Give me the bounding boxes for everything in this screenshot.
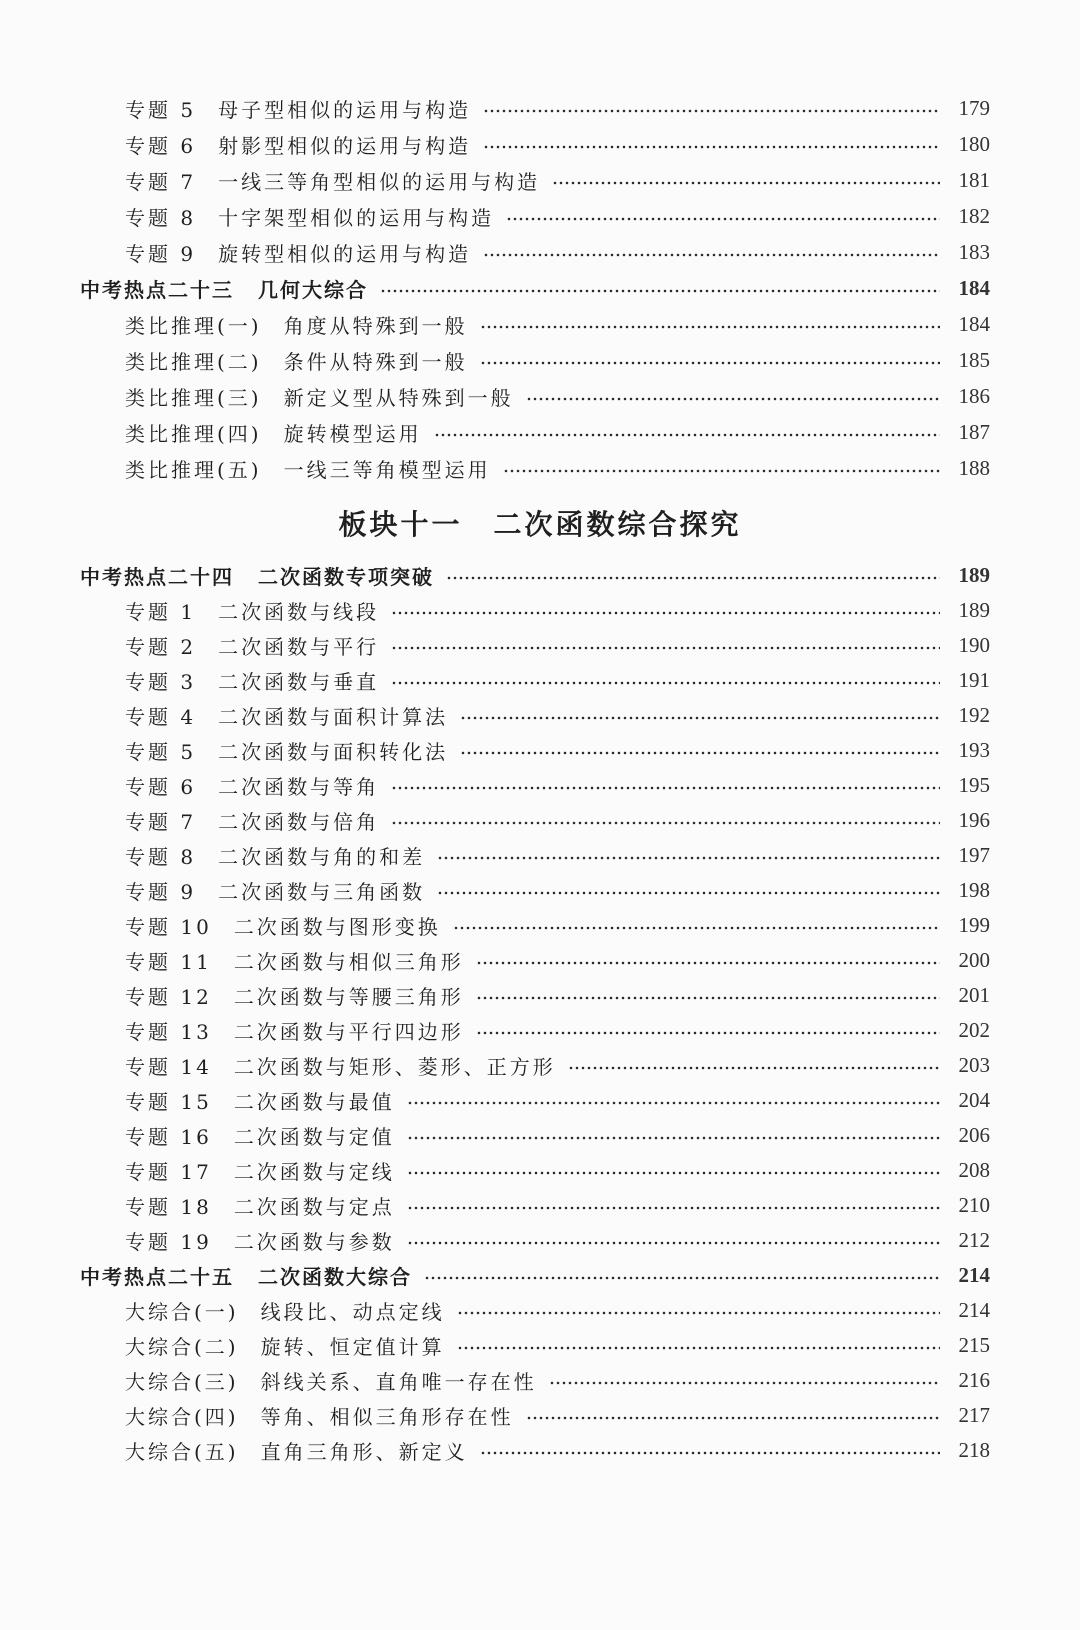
entry-title: 二次函数与平行四边形: [233, 1019, 464, 1044]
entry-title: 二次函数与等腰三角形: [233, 984, 464, 1009]
dot-leader: [480, 1451, 940, 1455]
toc-entry[interactable]: [125, 451, 990, 485]
entry-label: 专题 5: [125, 97, 197, 122]
dot-leader: [453, 926, 940, 930]
entry-page: 182: [958, 203, 990, 228]
toc-entry[interactable]: [125, 307, 990, 341]
toc-entry[interactable]: [125, 978, 990, 1012]
dot-leader: [391, 821, 940, 825]
toc-entry[interactable]: [125, 803, 990, 837]
entry-page: 215: [958, 1332, 990, 1357]
toc-entry[interactable]: [125, 1118, 990, 1152]
entry-label: 大综合(三): [125, 1369, 239, 1394]
dot-leader: [480, 361, 940, 365]
toc-entry[interactable]: [125, 91, 990, 125]
entry-page: 192: [958, 702, 990, 727]
dot-leader: [476, 1031, 940, 1035]
entry-label: 专题 6: [125, 133, 197, 158]
toc-entry[interactable]: [125, 199, 990, 233]
entry-page: 200: [958, 947, 990, 972]
toc-entry[interactable]: [125, 1398, 990, 1432]
entry-label: 大综合(五): [125, 1439, 239, 1464]
entry-title: 旋转型相似的运用与构造: [218, 241, 472, 266]
entry-page: 185: [958, 347, 990, 372]
toc-entry[interactable]: [125, 1293, 990, 1327]
heading-label: 中考热点二十五: [80, 1264, 234, 1289]
toc-entry[interactable]: [125, 593, 990, 627]
entry-title: 线段比、动点定线: [260, 1299, 445, 1324]
entry-title: 二次函数与倍角: [218, 809, 380, 834]
entry-page: 190: [958, 632, 990, 657]
entry-label: 专题 8: [125, 205, 197, 230]
heading-title: 二次函数大综合: [258, 1264, 412, 1289]
entry-page: 201: [958, 982, 990, 1007]
entry-label: 专题 2: [125, 634, 197, 659]
dot-leader: [391, 646, 940, 650]
toc-entry[interactable]: [125, 379, 990, 413]
entry-page: 212: [958, 1227, 990, 1252]
dot-leader: [526, 1416, 940, 1420]
entry-title: 二次函数与三角函数: [218, 879, 426, 904]
entry-page: 195: [958, 772, 990, 797]
entry-title: 母子型相似的运用与构造: [218, 97, 472, 122]
entry-label: 类比推理(五): [125, 457, 262, 482]
entry-label: 类比推理(二): [125, 349, 262, 374]
dot-leader: [503, 469, 940, 473]
entry-title: 二次函数与最值: [233, 1089, 395, 1114]
dot-leader: [552, 181, 940, 185]
toc-entry[interactable]: [125, 1083, 990, 1117]
entry-label: 专题 10: [125, 914, 212, 939]
toc-entry[interactable]: [125, 1433, 990, 1467]
entry-title: 射影型相似的运用与构造: [218, 133, 472, 158]
dot-leader: [506, 217, 940, 221]
toc-entry[interactable]: [125, 663, 990, 697]
toc-entry[interactable]: [125, 873, 990, 907]
entry-title: 角度从特殊到一般: [283, 313, 468, 338]
toc-heading-entry[interactable]: [80, 271, 990, 305]
heading-page: 214: [958, 1262, 990, 1287]
section-title: 板块十一 二次函数综合探究: [338, 508, 742, 541]
heading-label: 中考热点二十四: [80, 564, 234, 589]
dot-leader: [380, 289, 940, 293]
entry-label: 专题 12: [125, 984, 212, 1009]
toc-entry[interactable]: [125, 1223, 990, 1257]
entry-title: 二次函数与角的和差: [218, 844, 426, 869]
dot-leader: [391, 681, 940, 685]
toc-entry[interactable]: [125, 1188, 990, 1222]
entry-title: 二次函数与面积转化法: [218, 739, 449, 764]
heading-label: 中考热点二十三: [80, 277, 234, 302]
entry-page: 189: [958, 597, 990, 622]
toc-entry[interactable]: [125, 838, 990, 872]
entry-page: 179: [958, 95, 990, 120]
dot-leader: [457, 1311, 940, 1315]
dot-leader: [460, 716, 940, 720]
dot-leader: [407, 1101, 940, 1105]
entry-page: 203: [958, 1052, 990, 1077]
entry-title: 二次函数与等角: [218, 774, 380, 799]
entry-label: 专题 4: [125, 704, 197, 729]
dot-leader: [483, 253, 940, 257]
entry-label: 专题 13: [125, 1019, 212, 1044]
entry-label: 专题 6: [125, 774, 197, 799]
entry-page: 180: [958, 131, 990, 156]
entry-title: 二次函数与定点: [233, 1194, 395, 1219]
dot-leader: [549, 1381, 940, 1385]
entry-page: 204: [958, 1087, 990, 1112]
entry-title: 旋转、恒定值计算: [260, 1334, 445, 1359]
dot-leader: [476, 996, 940, 1000]
entry-page: 210: [958, 1192, 990, 1217]
entry-title: 十字架型相似的运用与构造: [218, 205, 495, 230]
entry-page: 191: [958, 667, 990, 692]
entry-page: 208: [958, 1157, 990, 1182]
entry-page: 183: [958, 239, 990, 264]
dot-leader: [568, 1066, 940, 1070]
toc-entry[interactable]: [125, 415, 990, 449]
entry-title: 一线三等角型相似的运用与构造: [218, 169, 541, 194]
toc-entry[interactable]: [125, 768, 990, 802]
entry-page: 198: [958, 877, 990, 902]
entry-title: 二次函数与线段: [218, 599, 380, 624]
heading-title: 几何大综合: [258, 277, 368, 302]
entry-label: 专题 17: [125, 1159, 212, 1184]
entry-label: 专题 7: [125, 809, 197, 834]
entry-title: 一线三等角模型运用: [283, 457, 491, 482]
dot-leader: [483, 109, 940, 113]
entry-page: 187: [958, 419, 990, 444]
entry-label: 专题 16: [125, 1124, 212, 1149]
toc-entry[interactable]: [125, 1153, 990, 1187]
dot-leader: [480, 325, 940, 329]
entry-label: 类比推理(三): [125, 385, 262, 410]
dot-leader: [434, 433, 940, 437]
toc-entry[interactable]: [125, 1013, 990, 1047]
entry-page: 214: [958, 1297, 990, 1322]
toc-entry[interactable]: [125, 1363, 990, 1397]
toc-entry[interactable]: [125, 1328, 990, 1362]
entry-label: 专题 19: [125, 1229, 212, 1254]
dot-leader: [460, 751, 940, 755]
entry-title: 二次函数与参数: [233, 1229, 395, 1254]
entry-page: 206: [958, 1122, 990, 1147]
toc-entry[interactable]: [125, 698, 990, 732]
entry-title: 旋转模型运用: [283, 421, 422, 446]
entry-label: 类比推理(四): [125, 421, 262, 446]
entry-page: 197: [958, 842, 990, 867]
entry-title: 二次函数与定值: [233, 1124, 395, 1149]
toc-entry[interactable]: [125, 733, 990, 767]
entry-title: 条件从特殊到一般: [283, 349, 468, 374]
entry-label: 专题 9: [125, 241, 197, 266]
dot-leader: [407, 1241, 940, 1245]
entry-label: 专题 11: [125, 949, 212, 974]
toc-entry[interactable]: [125, 127, 990, 161]
toc-entry[interactable]: [125, 163, 990, 197]
entry-title: 二次函数与面积计算法: [218, 704, 449, 729]
toc-entry[interactable]: [125, 943, 990, 977]
toc-heading-entry[interactable]: [80, 558, 990, 592]
entry-label: 大综合(二): [125, 1334, 239, 1359]
dot-leader: [526, 397, 940, 401]
entry-title: 新定义型从特殊到一般: [283, 385, 514, 410]
entry-page: 196: [958, 807, 990, 832]
entry-title: 二次函数与垂直: [218, 669, 380, 694]
dot-leader: [457, 1346, 940, 1350]
entry-page: 193: [958, 737, 990, 762]
entry-title: 斜线关系、直角唯一存在性: [260, 1369, 537, 1394]
dot-leader: [437, 891, 940, 895]
toc-entry[interactable]: [125, 628, 990, 662]
entry-label: 专题 8: [125, 844, 197, 869]
dot-leader: [391, 611, 940, 615]
entry-label: 大综合(一): [125, 1299, 239, 1324]
entry-label: 专题 1: [125, 599, 197, 624]
dot-leader: [483, 145, 940, 149]
entry-page: 186: [958, 383, 990, 408]
entry-title: 二次函数与相似三角形: [233, 949, 464, 974]
dot-leader: [446, 576, 940, 580]
entry-label: 专题 3: [125, 669, 197, 694]
entry-label: 专题 14: [125, 1054, 212, 1079]
entry-page: 188: [958, 455, 990, 480]
entry-page: 218: [958, 1437, 990, 1462]
dot-leader: [476, 961, 940, 965]
toc-entry[interactable]: [125, 1048, 990, 1082]
entry-label: 类比推理(一): [125, 313, 262, 338]
entry-page: 184: [958, 311, 990, 336]
entry-label: 专题 7: [125, 169, 197, 194]
dot-leader: [437, 856, 940, 860]
entry-title: 二次函数与矩形、菱形、正方形: [233, 1054, 556, 1079]
toc-entry[interactable]: [125, 235, 990, 269]
entry-label: 专题 9: [125, 879, 197, 904]
entry-page: 199: [958, 912, 990, 937]
dot-leader: [407, 1206, 940, 1210]
toc-entry[interactable]: [125, 908, 990, 942]
entry-title: 二次函数与平行: [218, 634, 380, 659]
dot-leader: [407, 1136, 940, 1140]
entry-label: 专题 5: [125, 739, 197, 764]
heading-page: 184: [958, 275, 990, 300]
toc-heading-entry[interactable]: [80, 1258, 990, 1292]
entry-page: 202: [958, 1017, 990, 1042]
entry-page: 216: [958, 1367, 990, 1392]
entry-label: 大综合(四): [125, 1404, 239, 1429]
entry-page: 181: [958, 167, 990, 192]
entry-title: 等角、相似三角形存在性: [260, 1404, 514, 1429]
heading-title: 二次函数专项突破: [258, 564, 434, 589]
entry-label: 专题 18: [125, 1194, 212, 1219]
dot-leader: [424, 1276, 940, 1280]
entry-title: 直角三角形、新定义: [260, 1439, 468, 1464]
entry-title: 二次函数与定线: [233, 1159, 395, 1184]
heading-page: 189: [958, 562, 990, 587]
toc-entry[interactable]: [125, 343, 990, 377]
entry-page: 217: [958, 1402, 990, 1427]
dot-leader: [407, 1171, 940, 1175]
dot-leader: [391, 786, 940, 790]
entry-label: 专题 15: [125, 1089, 212, 1114]
entry-title: 二次函数与图形变换: [233, 914, 441, 939]
